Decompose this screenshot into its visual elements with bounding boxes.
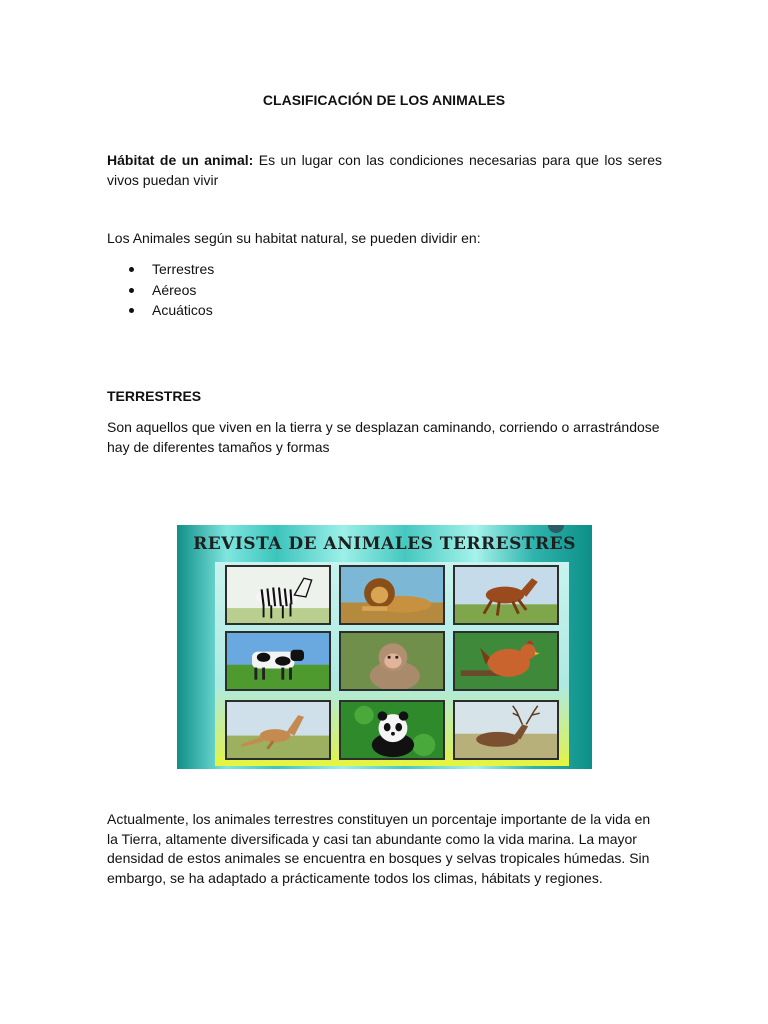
terrestres-description: Son aquellos que viven en la tierra y se desplazan caminando, corriendo o arrastrándose hay de diferentes tamaños y formas	[107, 419, 660, 455]
intro-text: Los Animales según su habitat natural, se pueden dividir en:	[107, 230, 481, 246]
habitat-lead: Hábitat de un animal:	[107, 152, 254, 168]
kangaroo-photo	[225, 700, 331, 760]
lion-photo	[339, 565, 445, 625]
habitat-text: Es un lugar con las condiciones necesarias para que los seres vivos puedan vivir	[107, 152, 662, 188]
magazine-corner-tab	[548, 525, 564, 533]
magazine-image	[177, 525, 592, 769]
section-heading-terrestres: TERRESTRES	[107, 388, 202, 404]
zebra-photo	[225, 565, 331, 625]
monkey-photo	[339, 631, 445, 691]
deer-photo	[453, 700, 559, 760]
terrestres-paragraph: Actualmente, los animales terrestres constituyen un porcentaje importante de la vida en la Tierra, altamente diversificada y casi tan abundante como la vida marina. La mayor densidad de estos animales se encuentra en bosques y selvas tropicales húmedas. Sin embargo, se ha adaptado a prácticamente todos los climas, hábitats y regiones.	[107, 811, 651, 886]
hen-photo	[453, 631, 559, 691]
list-item: Acuáticos	[107, 300, 214, 321]
magazine-title: REVISTA DE ANIMALES TERRESTRES	[193, 534, 576, 554]
habitat-definition	[107, 151, 662, 190]
list-item: Terrestres	[107, 259, 214, 280]
horse-photo	[453, 565, 559, 625]
cow-photo	[225, 631, 331, 691]
panda-photo	[339, 700, 445, 760]
list-item: Aéreos	[107, 280, 214, 301]
page-title: CLASIFICACIÓN DE LOS ANIMALES	[262, 92, 506, 108]
category-list	[107, 259, 214, 321]
